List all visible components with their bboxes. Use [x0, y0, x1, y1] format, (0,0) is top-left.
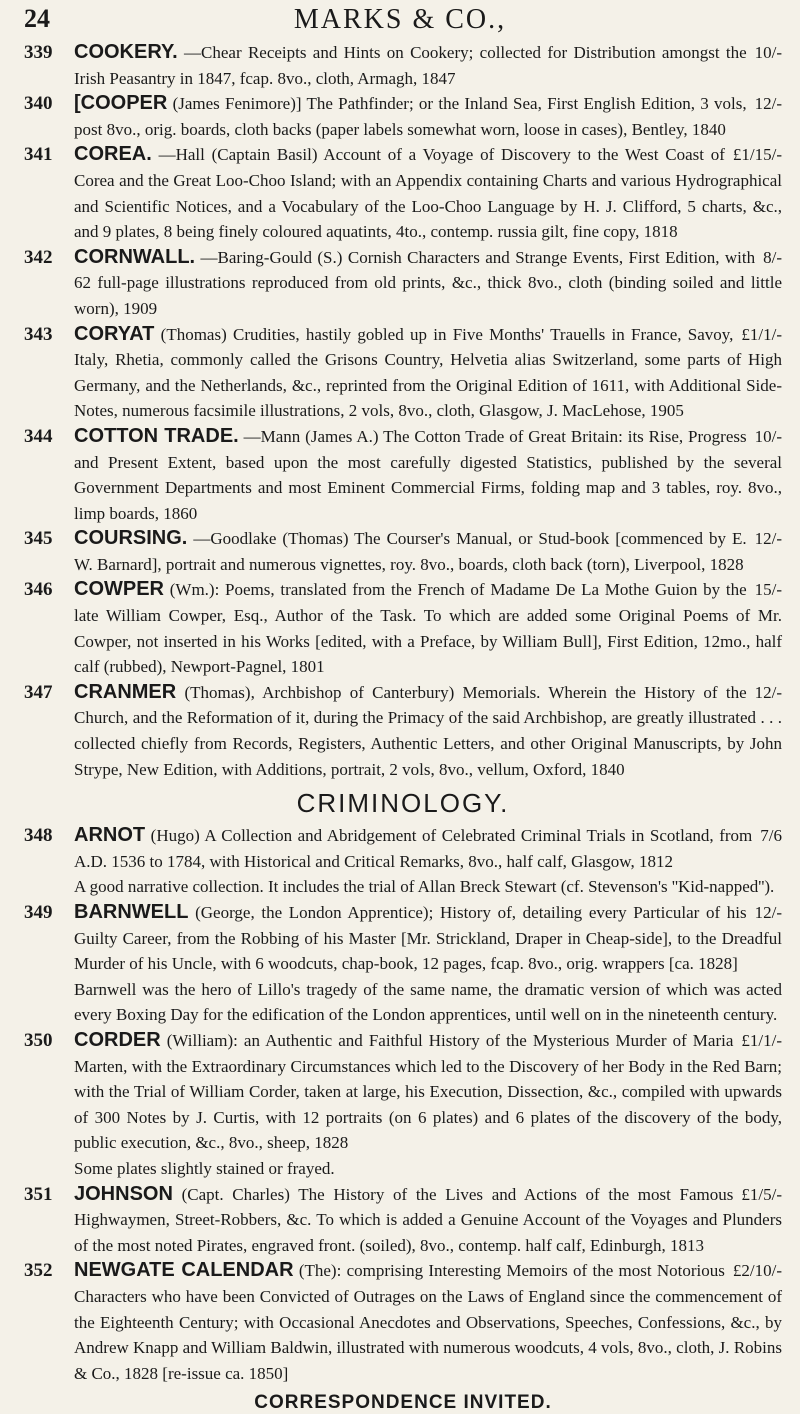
entry-description: —Chear Receipts and Hints on Cookery; collected for Distribution amongst the Irish Peasantry in 1847, fcap. 8vo., cloth, Armagh, 1847 — [74, 43, 747, 88]
entry-price: 15/- — [754, 580, 782, 600]
entry-heading: COTTON TRADE. — [74, 424, 239, 447]
catalogue-entry — [24, 577, 782, 679]
catalogue-entry — [24, 1258, 782, 1386]
entry-price: 7/6 — [760, 826, 782, 846]
entry-heading: CORNWALL. — [74, 245, 196, 268]
entry-note: A good narrative collection. It includes the trial of Allan Breck Stewart (cf. Stevenson's ''Kid-napped''). — [74, 877, 775, 897]
entry-heading: ARNOT — [74, 824, 146, 847]
entry-description: (Thomas) Crudities, hastily gobled up in Five Months' Trauells in France, Savoy, Italy, Rhetia, commonly called the Grisons Country, Helvetia alias Switzerland, some parts of High Germany, and the Netherlands, &c., reprinted from the Original Edition of 1611, with Additional Side-Notes, numerous facsimile illustrations, 2 vols, 8vo., cloth, Glasgow, J. MacLehose, 1905 — [74, 324, 782, 421]
catalogue-entry — [24, 91, 782, 142]
entry-number: 347 — [24, 681, 53, 703]
entries — [24, 40, 782, 1414]
entry-number: 351 — [24, 1183, 53, 1205]
entry-heading: COREA. — [74, 143, 152, 166]
entry-description: —Goodlake (Thomas) The Courser's Manual, or Stud-book [commenced by E. W. Barnard], portrait and numerous vignettes, roy. 8vo., boards, cloth back (torn), Liverpool, 1828 — [74, 529, 747, 574]
entry-price: 12/- — [754, 94, 782, 114]
entry-price: £1/5/- — [741, 1184, 782, 1204]
entry-number: 344 — [24, 425, 53, 447]
entry-heading: CORYAT — [74, 322, 155, 345]
page-number: 24 — [24, 4, 50, 33]
entry-heading: CRANMER — [74, 680, 177, 703]
entry-heading: NEWGATE CALENDAR — [74, 1259, 294, 1282]
entry-number: 348 — [24, 825, 53, 847]
entry-heading: COWPER — [74, 578, 164, 601]
entry-price: 12/- — [754, 903, 782, 922]
entry-description: —Mann (James A.) The Cotton Trade of Great Britain: its Rise, Progress and Present Extent, based upon the most carefully digested Statistics, published by the several Government Departments and most Eminent Commercial Firms, folding map and 3 tables, roy. 8vo., limp boards, 1860 — [74, 426, 782, 523]
entry-price: 10/- — [754, 43, 782, 62]
entry-description: (Thomas), Archbishop of Canterbury) Memorials. Wherein the History of the Church, and the Reformation of it, during the Primacy of the said Archbishop, are greatly illustrated . . . collected chiefly from Records, Registers, Authentic Letters, and other Original Manuscripts, by John Strype, New Edition, with Additions, portrait, 2 vols, 8vo., vellum, Oxford, 1840 — [74, 682, 782, 779]
entry-note: Barnwell was the hero of Lillo's tragedy of the same name, the dramatic version of which was acted every Boxing Day for the edification of the London apprentices, until well on in the nineteenth century. — [74, 979, 782, 1025]
entry-description: —Hall (Captain Basil) Account of a Voyage of Discovery to the West Coast of Corea and the Great Loo-Choo Island; with an Appendix containing Charts and various Hydrographical and Scientific Notices, and a Vocabulary of the Loo-Choo Language by H. J. Clifford, 5 charts, &c., and 9 plates, 8 being finely coloured aquatints, 4to., contemp. russia gilt, fine copy, 1818 — [74, 145, 782, 242]
entry-list — [24, 823, 782, 1386]
entry-price: 12/- — [754, 529, 782, 549]
entry-heading: JOHNSON — [74, 1182, 173, 1205]
entry-number: 340 — [24, 93, 53, 115]
catalogue-entry — [24, 900, 782, 1028]
entry-price: £1/15/- — [732, 145, 782, 165]
page-header — [0, 4, 800, 42]
entry-number: 346 — [24, 579, 53, 601]
entry-heading: COOKERY. — [74, 41, 178, 63]
entry-description: —Baring-Gould (S.) Cornish Characters and Strange Events, First Edition, with 62 full-page illustrations reproduced from old prints, &c., thick 8vo., cloth (binding soiled and little worn), 1909 — [74, 247, 782, 318]
catalogue-entry — [24, 40, 782, 91]
catalogue-entry — [24, 245, 782, 322]
entry-price: £1/1/- — [741, 1030, 782, 1050]
entry-note: Some plates slightly stained or frayed. — [74, 1158, 335, 1178]
entry-number: 343 — [24, 323, 53, 345]
catalogue-entry — [24, 1028, 782, 1182]
footer-notice: CORRESPONDENCE INVITED. — [254, 1392, 552, 1414]
catalogue-entry — [24, 680, 782, 782]
entry-description: (George, the London Apprentice); History of, detailing every Particular of his Guilty Career, from the Robbing of his Master [Mr. Strickland, Draper in Cheap-side], to the Dreadful Murder of his Uncle, with 6 woodcuts, chap-book, 12 pages, fcap. 8vo., orig. wrappers [ca. 1828] — [74, 903, 782, 974]
entry-list — [24, 40, 782, 782]
entry-price: £1/1/- — [741, 324, 782, 344]
entry-description: (James Fenimore)] The Pathfinder; or the Inland Sea, First English Edition, 3 vols, post 8vo., orig. boards, cloth backs (paper labels somewhat worn, loose in cases), Bentley, 1840 — [74, 94, 747, 139]
entry-price: £2/10/- — [732, 1261, 782, 1281]
catalogue-entry — [24, 142, 782, 244]
entry-price: 10/- — [754, 426, 782, 446]
catalogue-entry — [24, 526, 782, 577]
catalogue-entry — [24, 424, 782, 526]
entry-heading: COURSING. — [74, 527, 188, 550]
entry-number: 352 — [24, 1260, 53, 1282]
catalogue-entry — [24, 1182, 782, 1259]
entry-number: 339 — [24, 42, 53, 63]
entry-number: 350 — [24, 1029, 53, 1051]
entry-price: 8/- — [763, 247, 782, 267]
entry-description: (Wm.): Poems, translated from the French of Madame De La Mothe Guion by the late William Cowper, Esq., Author of the Task. To which are added some Original Poems of Mr. Cowper, not inserted in his Works [edited, with a Preface, by William Bull], First Edition, 12mo., half calf (rubbed), Newport-Pagnel, 1801 — [74, 580, 782, 677]
page-title: MARKS & CO., — [293, 4, 507, 35]
section-heading: CRIMINOLOGY. — [296, 788, 510, 819]
entry-price: 12/- — [754, 682, 782, 702]
entry-description: (The): comprising Interesting Memoirs of the most Notorious Characters who have been Convicted of Outrages on the Laws of England since the commencement of the Eighteenth Century; with Occasional Anecdotes and Observations, Speeches, Confessions, &c., by Andrew Knapp and William Baldwin, illustrated with numerous woodcuts, 4 vols, 8vo., cloth, J. Robins & Co., 1828 [re-issue ca. 1850] — [74, 1261, 782, 1383]
entry-number: 349 — [24, 902, 53, 923]
entry-number: 341 — [24, 144, 53, 166]
entry-description: (Hugo) A Collection and Abridgement of Celebrated Criminal Trials in Scotland, from A.D. 1536 to 1784, with Historical and Critical Remarks, 8vo., half calf, Glasgow, 1812 — [74, 826, 753, 871]
catalogue-entry — [24, 322, 782, 424]
entry-heading: [COOPER — [74, 92, 168, 115]
entry-heading: CORDER — [74, 1028, 161, 1051]
entry-description: (William): an Authentic and Faithful History of the Mysterious Murder of Maria Marten, with the Extraordinary Circumstances which led to the Discovery of her Body in the Red Barn; with the Trial of William Corder, taken at large, his Execution, Dissection, &c., compiled with upwards of 300 Notes by J. Curtis, with 12 portraits (on 6 plates) and 6 plates of the discovery of the body, public execution, &c., 8vo., sheep, 1828 — [74, 1030, 782, 1153]
entry-number: 345 — [24, 528, 53, 550]
entry-heading: BARNWELL — [74, 901, 189, 923]
entry-number: 342 — [24, 246, 53, 268]
entry-description: (Capt. Charles) The History of the Lives and Actions of the most Famous Highwaymen, Street-Robbers, &c. To which is added a Genuine Account of the Voyages and Plunders of the most noted Pirates, engraved front. (soiled), 8vo., contemp. half calf, Edinburgh, 1813 — [74, 1184, 782, 1255]
catalogue-entry — [24, 823, 782, 900]
